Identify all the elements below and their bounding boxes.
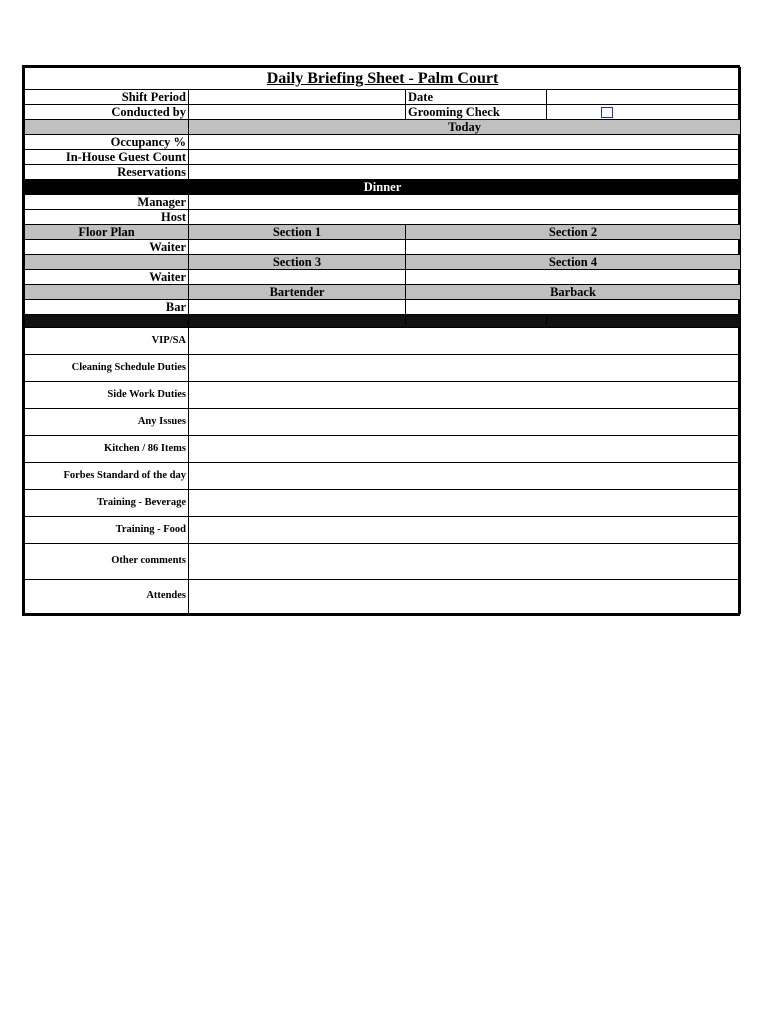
- grooming-check-label: Grooming Check: [406, 105, 547, 120]
- cleaning-schedule-label: Cleaning Schedule Duties: [25, 355, 189, 382]
- page-title: Daily Briefing Sheet - Palm Court: [25, 68, 741, 90]
- grooming-checkbox[interactable]: [601, 107, 613, 118]
- kitchen-86-label: Kitchen / 86 Items: [25, 436, 189, 463]
- host-field[interactable]: [189, 210, 741, 225]
- section-4-waiter-field[interactable]: [406, 270, 741, 285]
- occupancy-field[interactable]: [189, 135, 741, 150]
- training-beverage-field[interactable]: [189, 490, 741, 517]
- section-2-waiter-field[interactable]: [406, 240, 741, 255]
- vip-sa-field[interactable]: [189, 328, 741, 355]
- barback-heading: Barback: [406, 285, 741, 300]
- occupancy-label: Occupancy %: [25, 135, 189, 150]
- briefing-table: [24, 67, 741, 614]
- divider-bar: [547, 315, 741, 328]
- section-1-waiter-field[interactable]: [189, 240, 406, 255]
- divider-bar: [189, 315, 406, 328]
- shift-period-label: Shift Period: [25, 90, 189, 105]
- barback-field[interactable]: [406, 300, 741, 315]
- reservations-field[interactable]: [189, 165, 741, 180]
- other-comments-label: Other comments: [25, 544, 189, 580]
- section-row-blank: [25, 255, 189, 270]
- host-label: Host: [25, 210, 189, 225]
- date-field[interactable]: [547, 90, 741, 105]
- bartender-field[interactable]: [189, 300, 406, 315]
- side-work-label: Side Work Duties: [25, 382, 189, 409]
- today-heading: Today: [189, 120, 741, 135]
- cleaning-schedule-field[interactable]: [189, 355, 741, 382]
- side-work-field[interactable]: [189, 382, 741, 409]
- section-2-heading: Section 2: [406, 225, 741, 240]
- divider-bar: [25, 315, 189, 328]
- bar-label: Bar: [25, 300, 189, 315]
- waiter-label: Waiter: [25, 270, 189, 285]
- forbes-standard-label: Forbes Standard of the day: [25, 463, 189, 490]
- shift-period-field[interactable]: [189, 90, 406, 105]
- bar-row-blank: [25, 285, 189, 300]
- manager-field[interactable]: [189, 195, 741, 210]
- briefing-sheet: [22, 65, 740, 616]
- vip-sa-label: VIP/SA: [25, 328, 189, 355]
- section-3-waiter-field[interactable]: [189, 270, 406, 285]
- any-issues-field[interactable]: [189, 409, 741, 436]
- divider-bar: [406, 315, 547, 328]
- conducted-by-field[interactable]: [189, 105, 406, 120]
- kitchen-86-field[interactable]: [189, 436, 741, 463]
- waiter-label: Waiter: [25, 240, 189, 255]
- date-label: Date: [406, 90, 547, 105]
- training-beverage-label: Training - Beverage: [25, 490, 189, 517]
- attendees-field[interactable]: [189, 580, 741, 614]
- training-food-label: Training - Food: [25, 517, 189, 544]
- section-1-heading: Section 1: [189, 225, 406, 240]
- manager-label: Manager: [25, 195, 189, 210]
- guest-count-label: In-House Guest Count: [25, 150, 189, 165]
- section-3-heading: Section 3: [189, 255, 406, 270]
- forbes-standard-field[interactable]: [189, 463, 741, 490]
- other-comments-field[interactable]: [189, 544, 741, 580]
- section-4-heading: Section 4: [406, 255, 741, 270]
- reservations-label: Reservations: [25, 165, 189, 180]
- guest-count-field[interactable]: [189, 150, 741, 165]
- floor-plan-label: Floor Plan: [25, 225, 189, 240]
- dinner-heading: Dinner: [25, 180, 741, 195]
- today-heading-blank: [25, 120, 189, 135]
- bartender-heading: Bartender: [189, 285, 406, 300]
- conducted-by-label: Conducted by: [25, 105, 189, 120]
- grooming-check-cell: [547, 105, 741, 120]
- attendees-label: Attendes: [25, 580, 189, 614]
- training-food-field[interactable]: [189, 517, 741, 544]
- any-issues-label: Any Issues: [25, 409, 189, 436]
